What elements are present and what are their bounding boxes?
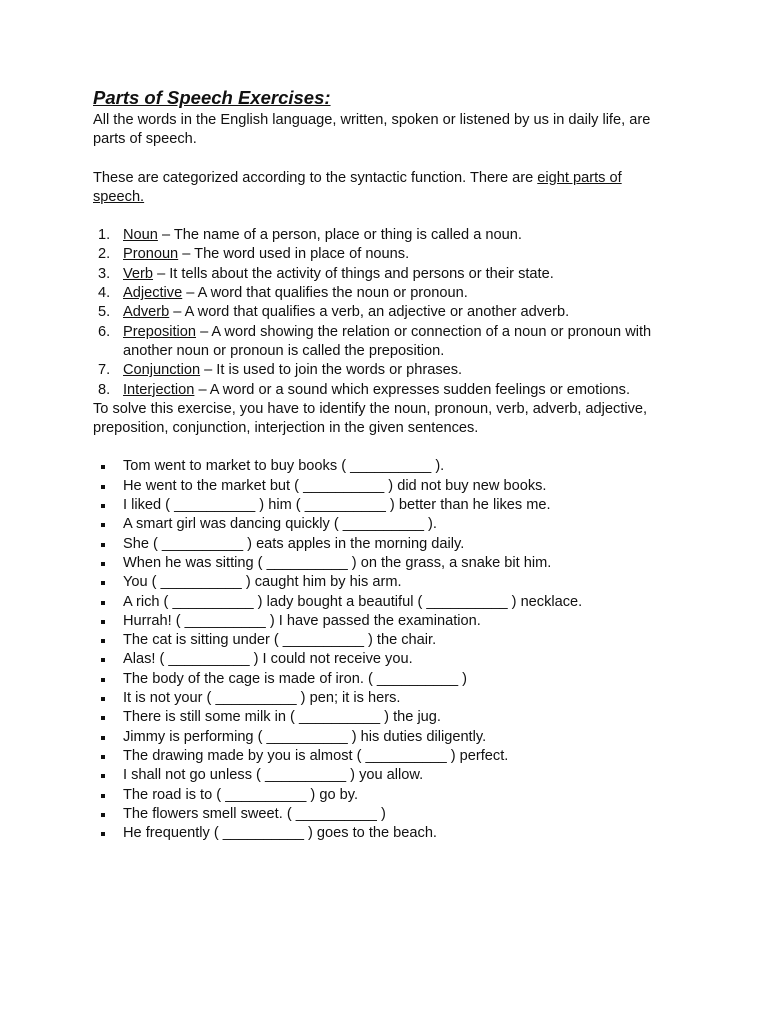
item-number: 8. bbox=[98, 381, 111, 398]
exercise-text: The road is to ( __________ ) go by. bbox=[123, 786, 359, 803]
exercise-text: You ( __________ ) caught him by his arm. bbox=[123, 574, 402, 591]
exercise-text: Hurrah! ( __________ ) I have passed the examination. bbox=[123, 612, 481, 629]
exercise-item bbox=[93, 747, 668, 766]
exercise-text: When he was sitting ( __________ ) on the grass, a snake bit him. bbox=[123, 554, 552, 571]
categorized-paragraph bbox=[93, 169, 668, 208]
square-bullet-icon bbox=[101, 658, 105, 662]
exercise-text: He frequently ( __________ ) goes to the beach. bbox=[123, 825, 437, 842]
square-bullet-icon bbox=[101, 581, 105, 585]
list-item bbox=[93, 226, 668, 245]
exercise-text: The cat is sitting under ( __________ ) the chair. bbox=[123, 632, 437, 649]
eight-parts-link: eight parts of speech. bbox=[93, 169, 622, 205]
part-description: – A word showing the relation or connection of a noun or pronoun with another noun or pronoun is called the preposition. bbox=[123, 323, 652, 359]
exercise-item bbox=[93, 708, 668, 727]
exercise-text: The flowers smell sweet. ( __________ ) bbox=[123, 805, 386, 822]
exercise-text: A smart girl was dancing quickly ( __________ ). bbox=[123, 516, 437, 533]
exercise-item bbox=[93, 786, 668, 805]
exercise-item bbox=[93, 515, 668, 534]
part-description: – A word or a sound which expresses sudden feelings or emotions. bbox=[194, 381, 631, 398]
exercise-item bbox=[93, 496, 668, 515]
exercise-list bbox=[93, 457, 668, 843]
exercise-text: It is not your ( __________ ) pen; it is hers. bbox=[123, 690, 401, 707]
item-number: 6. bbox=[98, 323, 111, 340]
exercise-text: He went to the market but ( __________ ) did not buy new books. bbox=[123, 477, 547, 494]
square-bullet-icon bbox=[101, 813, 105, 817]
part-term: Preposition bbox=[123, 323, 197, 340]
square-bullet-icon bbox=[101, 716, 105, 720]
exercise-text: She ( __________ ) eats apples in the morning daily. bbox=[123, 535, 465, 552]
square-bullet-icon bbox=[101, 543, 105, 547]
exercise-item bbox=[93, 689, 668, 708]
item-number: 2. bbox=[98, 246, 111, 263]
part-description: – It is used to join the words or phrases. bbox=[200, 362, 463, 379]
part-description: – A word that qualifies the noun or pronoun. bbox=[182, 285, 468, 302]
exercise-text: The drawing made by you is almost ( __________ ) perfect. bbox=[123, 747, 509, 764]
square-bullet-icon bbox=[101, 678, 105, 682]
square-bullet-icon bbox=[101, 697, 105, 701]
list-item bbox=[93, 265, 668, 284]
square-bullet-icon bbox=[101, 832, 105, 836]
square-bullet-icon bbox=[101, 523, 105, 527]
exercise-text: There is still some milk in ( __________ ) the jug. bbox=[123, 709, 441, 726]
list-item bbox=[93, 361, 668, 380]
spacer bbox=[93, 150, 668, 169]
square-bullet-icon bbox=[101, 562, 105, 566]
exercise-item bbox=[93, 593, 668, 612]
square-bullet-icon bbox=[101, 755, 105, 759]
exercise-text: A rich ( __________ ) lady bought a beautiful ( __________ ) necklace. bbox=[123, 593, 583, 610]
square-bullet-icon bbox=[101, 620, 105, 624]
exercise-item bbox=[93, 535, 668, 554]
square-bullet-icon bbox=[101, 504, 105, 508]
exercise-item bbox=[93, 824, 668, 843]
part-description: – The name of a person, place or thing is called a noun. bbox=[157, 227, 522, 244]
spacer bbox=[93, 207, 668, 226]
part-description: – It tells about the activity of things and persons or their state. bbox=[153, 265, 554, 282]
exercise-item bbox=[93, 477, 668, 496]
part-term: Adjective bbox=[123, 285, 183, 302]
page-title: Parts of Speech Exercises: bbox=[93, 87, 331, 108]
item-number: 3. bbox=[98, 265, 111, 282]
list-item bbox=[93, 245, 668, 264]
exercise-item bbox=[93, 728, 668, 747]
part-term: Adverb bbox=[123, 304, 170, 321]
categorized-text: These are categorized according to the syntactic function. There are bbox=[93, 169, 538, 186]
list-item bbox=[93, 303, 668, 322]
exercise-text: I liked ( __________ ) him ( __________ ) better than he likes me. bbox=[123, 497, 551, 514]
spacer bbox=[93, 438, 668, 457]
square-bullet-icon bbox=[101, 639, 105, 643]
exercise-text: Tom went to market to buy books ( __________ ). bbox=[123, 458, 445, 475]
instruction-paragraph: To solve this exercise, you have to identify the noun, pronoun, verb, adverb, adjective, preposition, conjunction, interjection in the given sentences. bbox=[93, 400, 648, 437]
intro-paragraph: All the words in the English language, written, spoken or listened by us in daily life, are parts of speech. bbox=[93, 112, 651, 148]
exercise-text: I shall not go unless ( __________ ) you allow. bbox=[123, 767, 424, 784]
list-item bbox=[93, 381, 668, 400]
exercise-item bbox=[93, 766, 668, 785]
part-term: Conjunction bbox=[123, 362, 201, 379]
item-number: 4. bbox=[98, 285, 111, 302]
item-number: 1. bbox=[98, 227, 111, 244]
exercise-text: Jimmy is performing ( __________ ) his duties diligently. bbox=[123, 728, 487, 745]
parts-of-speech-list bbox=[93, 226, 668, 400]
part-description: – The word used in place of nouns. bbox=[178, 246, 410, 263]
exercise-item bbox=[93, 670, 668, 689]
exercise-text: Alas! ( __________ ) I could not receive you. bbox=[123, 651, 413, 668]
square-bullet-icon bbox=[101, 485, 105, 489]
list-item bbox=[93, 284, 668, 303]
exercise-item bbox=[93, 554, 668, 573]
square-bullet-icon bbox=[101, 774, 105, 778]
square-bullet-icon bbox=[101, 736, 105, 740]
item-number: 7. bbox=[98, 362, 111, 379]
square-bullet-icon bbox=[101, 794, 105, 798]
exercise-item bbox=[93, 805, 668, 824]
exercise-item bbox=[93, 631, 668, 650]
part-description: – A word that qualifies a verb, an adjective or another adverb. bbox=[169, 304, 570, 321]
part-term: Interjection bbox=[123, 381, 195, 398]
part-term: Pronoun bbox=[123, 246, 179, 263]
exercise-item bbox=[93, 457, 668, 476]
item-number: 5. bbox=[98, 304, 111, 321]
part-term: Verb bbox=[123, 265, 154, 282]
exercise-text: The body of the cage is made of iron. ( __________ ) bbox=[123, 670, 467, 687]
square-bullet-icon bbox=[101, 601, 105, 605]
exercise-item bbox=[93, 612, 668, 631]
square-bullet-icon bbox=[101, 465, 105, 469]
part-term: Noun bbox=[123, 227, 158, 244]
exercise-item bbox=[93, 650, 668, 669]
list-item bbox=[93, 323, 668, 362]
exercise-item bbox=[93, 573, 668, 592]
